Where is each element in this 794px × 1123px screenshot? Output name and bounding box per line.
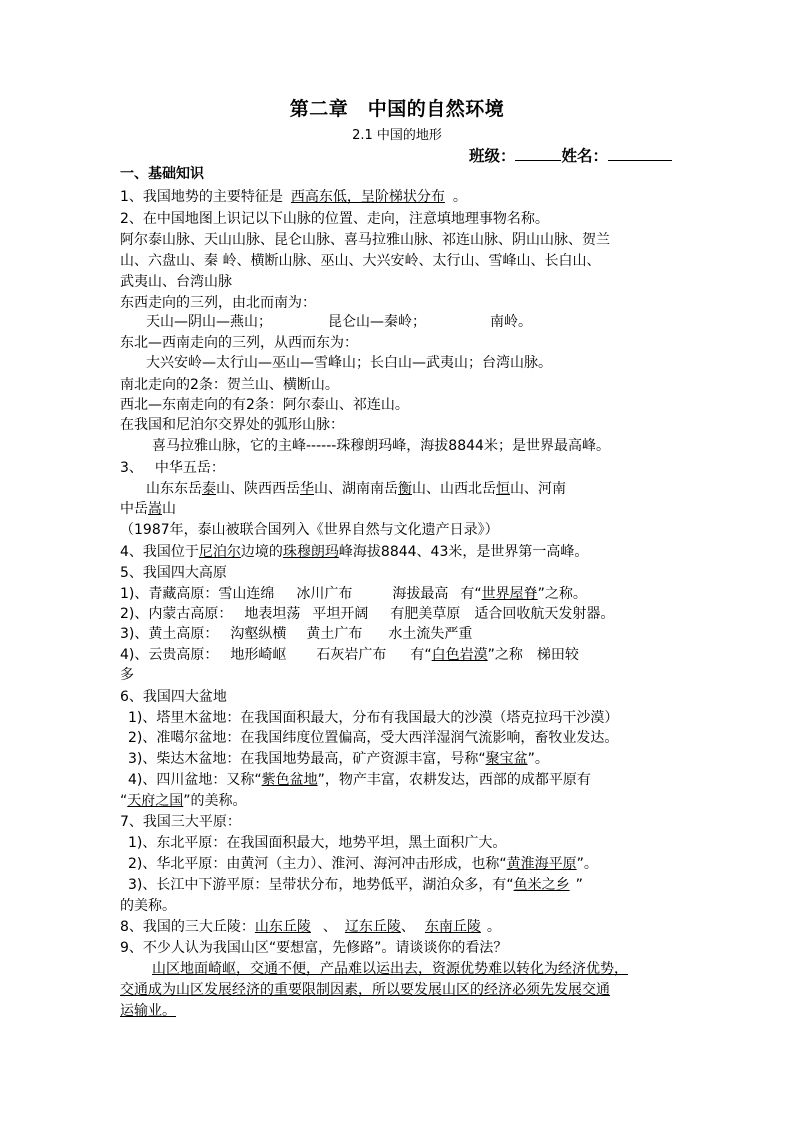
plain-changjiang-cont: 的美称。 bbox=[120, 898, 176, 914]
p2-f1: 地表坦荡 bbox=[244, 606, 301, 622]
mount-heng-south: 衡 bbox=[398, 481, 412, 497]
p3-f1: 沟壑纵横 bbox=[230, 626, 287, 642]
p4-f1: 地形崎岖 bbox=[230, 647, 287, 663]
p4-answer: 白色岩漠 bbox=[431, 647, 488, 663]
plain-changjiang-answer: 鱼米之乡 bbox=[513, 877, 570, 893]
q6-heading: 6、我国四大盆地 bbox=[120, 689, 227, 705]
q2-nesw-detail: 大兴安岭—太行山—巫山—雪峰山；长白山—武夷山；台湾山脉。 bbox=[146, 355, 552, 371]
q2-ew-b: 昆仑山—秦岭； bbox=[328, 314, 426, 330]
q8-end: 。 bbox=[486, 919, 501, 935]
p2-f3: 有肥美草原 bbox=[390, 606, 461, 622]
q3-t3: 山、湖南南岳 bbox=[314, 481, 398, 497]
q9-answer-line1: 山区地面崎岖，交通不便，产品难以运出去，资源优势难以转化为经济优势， bbox=[152, 961, 628, 977]
p1-post: ”之称。 bbox=[537, 586, 587, 602]
p3-a: 3)、长江中下游平原：呈带状分布，地势低平，湖泊众多，有“ bbox=[128, 877, 514, 893]
q3-line2 bbox=[120, 500, 176, 519]
q3-line1 bbox=[146, 480, 566, 499]
q9-answer-line2: 交通成为山区发展经济的重要限制因素，所以要发展山区的经济必须先发展交通 bbox=[120, 982, 610, 998]
basin-sichuan bbox=[128, 771, 591, 790]
q3-t1: 山东东岳 bbox=[146, 481, 202, 497]
q4 bbox=[120, 543, 588, 562]
plateau-neimenggu bbox=[120, 605, 614, 624]
class-name-row bbox=[469, 144, 672, 166]
q4-a: 4、我国位于 bbox=[120, 544, 199, 560]
plain-dongbei: 1)、东北平原：在我国面积最大，地势平坦，黑土面积广大。 bbox=[128, 835, 507, 851]
q2-ew-intro: 东西走向的三列，由北而南为： bbox=[120, 295, 316, 311]
chapter-number: 第二章 bbox=[289, 98, 349, 120]
q1-answer: 西高东低，呈阶梯状分布 bbox=[290, 189, 445, 205]
q2-prompt: 2、在中国地图上识记以下山脉的位置、走向，注意填地理事物名称。 bbox=[120, 211, 549, 227]
b4-d: ”的美称。 bbox=[183, 793, 247, 809]
p1-f1: 雪山连绵 bbox=[218, 586, 275, 602]
name-blank[interactable] bbox=[608, 145, 672, 161]
q2-nwse: 西北—东南走向的有2条：阿尔泰山、祁连山。 bbox=[120, 397, 409, 413]
q3-t7: 山 bbox=[162, 501, 176, 517]
q3-t2: 山、陕西西岳 bbox=[216, 481, 300, 497]
q4-b: 边境的 bbox=[240, 544, 283, 560]
plateau-qingzang bbox=[120, 585, 587, 604]
q2-nesw-intro: 东北—西南走向的三列，从西而东为： bbox=[120, 335, 358, 351]
b4-c: “ bbox=[120, 793, 128, 809]
p2-f4: 适合回收航天发射器。 bbox=[474, 606, 615, 622]
p2-b: ”。 bbox=[576, 856, 598, 872]
p1-pre: 有“ bbox=[460, 586, 482, 602]
p1-f3: 海拔最高 bbox=[392, 586, 449, 602]
plateau-huangtu bbox=[120, 625, 472, 644]
mount-hua: 华 bbox=[300, 481, 314, 497]
b4-b: ”，物产丰富，农耕发达，西部的成都平原有 bbox=[317, 772, 591, 788]
q2-ew-list bbox=[146, 313, 532, 332]
p1-f2: 冰川广布 bbox=[296, 586, 353, 602]
q2-ew-a: 天山—阴山—燕山； bbox=[146, 314, 272, 330]
plain-huabei bbox=[128, 855, 598, 874]
p3-f3: 水土流失严重 bbox=[388, 626, 473, 642]
q2-arc-intro: 在我国和尼泊尔交界处的弧形山脉： bbox=[120, 417, 344, 433]
class-blank[interactable] bbox=[515, 145, 561, 161]
q3-t6: 中岳 bbox=[120, 501, 148, 517]
section-heading: 一、基础知识 bbox=[120, 166, 204, 182]
mount-song: 嵩 bbox=[148, 501, 162, 517]
p1-answer: 世界屋脊 bbox=[481, 586, 538, 602]
p2-f2: 平坦开阔 bbox=[312, 606, 369, 622]
q8 bbox=[120, 918, 501, 937]
q8-a: 8、我国的三大丘陵： bbox=[120, 919, 255, 935]
p4-f2: 石灰岩广布 bbox=[316, 647, 387, 663]
hills-dongnan: 东南丘陵 bbox=[424, 919, 481, 935]
b4-answer2: 天府之国 bbox=[127, 793, 184, 809]
plain-changjiang bbox=[128, 876, 583, 895]
q3-note: （1987年，泰山被联合国列入《世界自然与文化遗产日录》） bbox=[120, 522, 499, 538]
q2-ns: 南北走向的2条：贺兰山、横断山。 bbox=[120, 377, 339, 393]
basin-sichuan-cont bbox=[120, 792, 247, 811]
q4-c: 峰海拔8844、43米，是世界第一高峰。 bbox=[338, 544, 589, 560]
q4-nepal: 尼泊尔 bbox=[198, 544, 241, 560]
chapter-title bbox=[0, 94, 794, 121]
q2-ew-c: 南岭。 bbox=[490, 314, 532, 330]
q1-prefix: 1、我国地势的主要特征是 bbox=[120, 189, 283, 205]
p3-name: 3)、黄土高原： bbox=[120, 626, 219, 642]
q3-heading-text: 中华五岳： bbox=[154, 460, 225, 476]
p4-post: ”之称 bbox=[487, 647, 523, 663]
hills-liaodong: 辽东丘陵 bbox=[344, 919, 401, 935]
plain-huabei-answer: 黄淮海平原 bbox=[506, 856, 577, 872]
q1-suffix: 。 bbox=[452, 189, 467, 205]
b3-b: ”。 bbox=[527, 751, 549, 767]
q1 bbox=[120, 188, 467, 207]
p4-pre: 有“ bbox=[410, 647, 432, 663]
p4-f3: 梯田较 bbox=[536, 647, 579, 663]
hills-shandong: 山东丘陵 bbox=[254, 919, 311, 935]
basin-junggar: 2)、准噶尔盆地：在我国纬度位置偏高，受大西洋湿润气流影响，畜牧业发达。 bbox=[128, 730, 619, 746]
q4-everest: 珠穆朗玛 bbox=[282, 544, 339, 560]
q9-answer-line3: 运输业。 bbox=[120, 1003, 176, 1019]
b4-answer: 紫色盆地 bbox=[261, 772, 318, 788]
p4-name: 4)、云贵高原： bbox=[120, 647, 219, 663]
p1-name: 1)、青藏高原： bbox=[120, 586, 219, 602]
q5-heading: 5、我国四大高原 bbox=[120, 565, 227, 581]
q9-prompt: 9、不少人认为我国山区“要想富，先修路”。请谈谈你的看法？ bbox=[120, 940, 508, 956]
b3-answer: 聚宝盆 bbox=[485, 751, 528, 767]
p2-a: 2)、华北平原：由黄河（主力）、淮河、海河冲击形成，也称“ bbox=[128, 856, 507, 872]
chapter-name: 中国的自然环境 bbox=[367, 98, 505, 120]
q2-list-line3: 武夷山、台湾山脉 bbox=[120, 274, 232, 290]
q3-t5: 山、河南 bbox=[510, 481, 566, 497]
name-label: 姓名： bbox=[561, 147, 608, 165]
q7-heading: 7、我国三大平原： bbox=[120, 814, 241, 830]
p2-name: 2)、内蒙古高原： bbox=[120, 606, 233, 622]
class-label: 班级： bbox=[468, 147, 516, 165]
b3-a: 3)、柴达木盆地：在我国地势最高，矿产资源丰富，号称“ bbox=[128, 751, 486, 767]
q8-sep2: 、 bbox=[400, 919, 415, 935]
q2-list-line1: 阿尔泰山脉、天山山脉、昆仑山脉、喜马拉雅山脉、祁连山脉、阴山山脉、贺兰 bbox=[120, 232, 610, 248]
p3-f2: 黄土广布 bbox=[306, 626, 363, 642]
q8-sep1: 、 bbox=[322, 919, 337, 935]
plateau-yungui bbox=[120, 646, 579, 665]
mount-tai: 泰 bbox=[202, 481, 216, 497]
q3-t4: 山、山西北岳 bbox=[412, 481, 496, 497]
q2-arc-detail: 喜马拉雅山脉，它的主峰------珠穆朗玛峰，海拔8844米；是世界最高峰。 bbox=[152, 438, 610, 454]
q3-heading bbox=[120, 459, 225, 478]
plateau-yungui-cont: 多 bbox=[120, 667, 134, 683]
q3-num: 3、 bbox=[120, 460, 143, 476]
section-title: 2.1 中国的地形 bbox=[352, 128, 442, 143]
b4-a: 4)、四川盆地：又称“ bbox=[128, 772, 262, 788]
p3-b: ” bbox=[575, 877, 583, 893]
basin-qaidam bbox=[128, 750, 549, 769]
basin-tarim: 1)、塔里木盆地：在我国面积最大，分布有我国最大的沙漠（塔克拉玛干沙漠） bbox=[128, 710, 619, 726]
q2-list-line2: 山、六盘山、秦 岭、横断山脉、巫山、大兴安岭、太行山、雪峰山、长白山、 bbox=[120, 253, 601, 269]
mount-heng-north: 恒 bbox=[496, 481, 510, 497]
